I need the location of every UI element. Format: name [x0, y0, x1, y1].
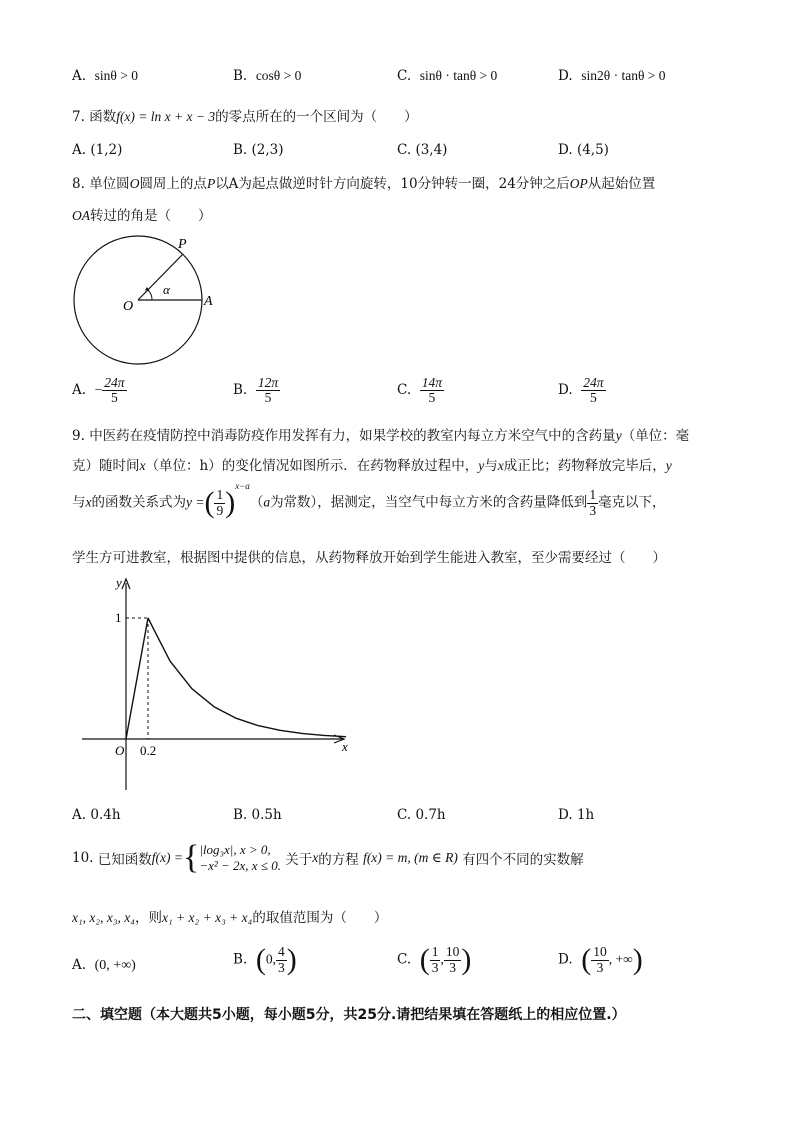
label-a: A [204, 294, 213, 309]
q9-option-d: D. 1h [558, 807, 595, 823]
q9-stem-line4: 学生方可进教室，根据图中提供的信息，从药物释放开始到学生能进入教室，至少需要经过（ ） [72, 550, 666, 566]
q10-option-c: C. ( $\frac{1}{3}$ , $\frac{10}{3}$ ) [397, 943, 472, 976]
series-line-release [126, 618, 148, 739]
y-tick-label-1: 1 [115, 610, 122, 625]
q6-option-b: B. cosθ > 0 [233, 68, 302, 84]
q10-option-a: A. (0, +∞) [72, 957, 136, 973]
q6-option-b-expr: cosθ > 0 [255, 68, 302, 83]
q9-stem-line2: 克）随时间x（单位：h）的变化情况如图所示．在药物释放过程中，y与x成正比；药物释放完毕后，y [72, 458, 672, 474]
q6-option-c: C. sinθ · tanθ > 0 [397, 68, 498, 84]
q7-option-c: C. (3,4) [397, 142, 448, 158]
q10-stem-line2: x₁, x₂, x₃, x₄，则x₁ + x₂ + x₃ + x₄的取值范围为（ ） [72, 910, 388, 926]
x-axis-label: x [342, 739, 348, 754]
q6-option-a-expr: sinθ > 0 [94, 68, 138, 83]
q7-option-d: D. (4,5) [558, 142, 609, 158]
x-tick-label-0.2: 0.2 [140, 743, 157, 758]
y-axis-label: y [116, 575, 122, 590]
q8-option-d: D. $\frac{24\pi}{5}$ [558, 375, 604, 406]
origin-label: O [115, 743, 125, 758]
label-p: P [178, 237, 187, 252]
q7-stem: 7. 函数f(x) = ln x + x − 3的零点所在的一个区间为（ ） [72, 109, 418, 125]
q10-case1: |log₃x|, x > 0, [199, 841, 271, 857]
q7-option-a: A. (1,2) [72, 142, 123, 158]
q6-option-c-expr: sinθ · tanθ > 0 [419, 68, 498, 83]
q9-option-a: A. 0.4h [72, 807, 121, 823]
label-o: O [123, 299, 134, 314]
q6-option-a: A. sinθ > 0 [72, 68, 138, 84]
q8-unit-circle-figure [70, 232, 230, 372]
q8-stem-line1: 8. 单位圆O圆周上的点P以A为起点做逆时针方向旋转，10分钟转一圈，24分钟之后OP从起始位置 [72, 176, 656, 192]
section-2-title: 二、填空题（本大题共5小题，每小题5分，共25分.请把结果填在答题纸上的相应位置.） [72, 1007, 626, 1023]
q9-option-b: B. 0.5h [233, 807, 282, 823]
label-alpha: α [163, 282, 170, 297]
q6-option-d-expr: sin2θ · tanθ > 0 [581, 68, 666, 83]
q9-stem-line3: 与x的函数关系式为y =( $\frac{1}{9}$ )$^{x-a}$（a为常数），据测定，当空气中每立方米的含药量降低到 $\frac{1}{3}$ 毫克以下， [72, 481, 666, 519]
q7-function: f(x) = ln x + x − 3 [116, 109, 216, 124]
q8-option-a: A. − $\frac{24\pi}{5}$ [72, 375, 125, 406]
segment-op [138, 254, 183, 300]
q7-option-b: B. (2,3) [233, 142, 284, 158]
q9-option-c: C. 0.7h [397, 807, 446, 823]
q10-case2: −x² − 2x, x ≤ 0. [199, 858, 281, 873]
q10-stem-line1: 10. 已知函数 f(x) = { |log₃x|, x > 0, −x² − 2x, x ≤ 0. 关于 x 的方程 f(x) = m, (m ∈ R) 有四个不同的实数解 [72, 839, 584, 876]
series-line-decay [148, 618, 346, 737]
q8-stem-line2: OA转过的角是（ ） [72, 208, 212, 224]
q10-option-d: D. ( $\frac{10}{3}$ , +∞) [558, 943, 643, 976]
q10-option-b: B. (0, $\frac{4}{3}$ ) [233, 943, 297, 976]
q8-option-b: B. $\frac{12\pi}{5}$ [233, 375, 279, 406]
angle-arc [148, 290, 152, 300]
q9-chart [82, 575, 362, 800]
q8-option-c: C. $\frac{14\pi}{5}$ [397, 375, 442, 406]
q9-stem-line1: 9. 中医药在疫情防控中消毒防疫作用发挥有力，如果学校的教室内每立方米空气中的含药量y（单位：毫 [72, 428, 690, 444]
q6-option-d: D. sin2θ · tanθ > 0 [558, 68, 666, 84]
